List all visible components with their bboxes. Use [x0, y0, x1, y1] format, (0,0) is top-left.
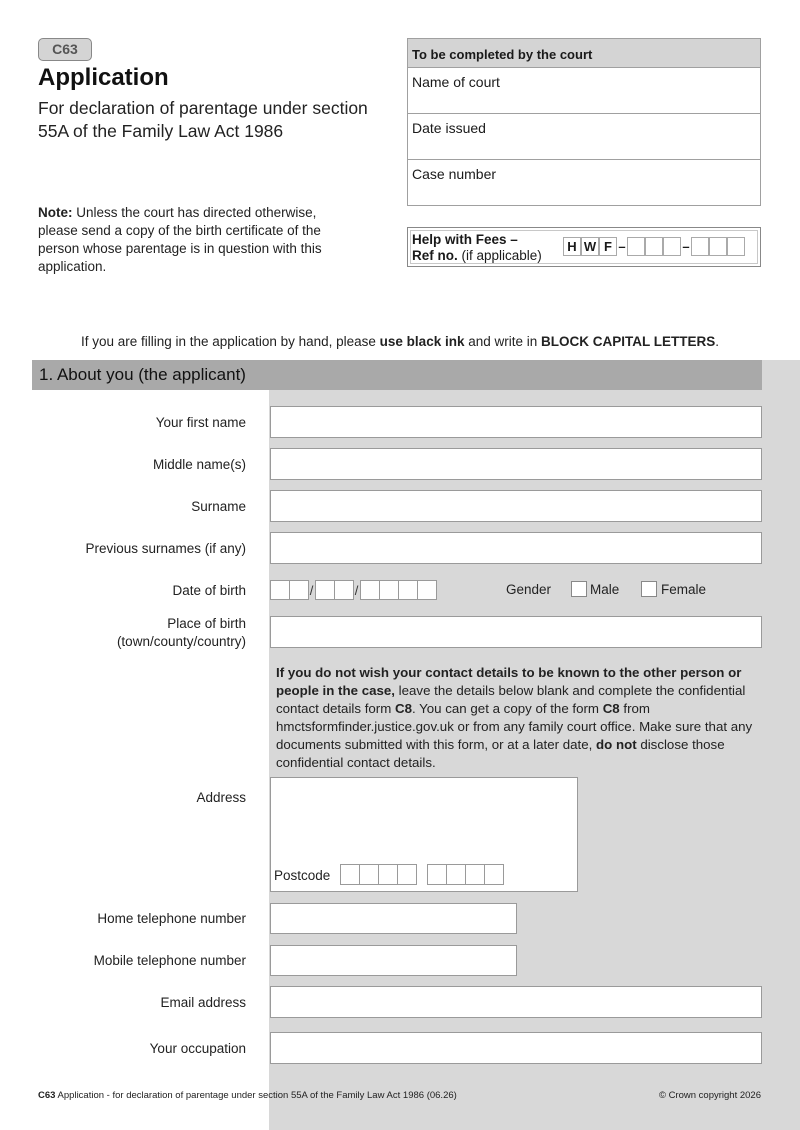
postcode-second-part[interactable] — [427, 864, 503, 885]
occupation-label: Your occupation — [149, 1041, 246, 1056]
dob-year-cell[interactable] — [398, 580, 418, 600]
court-use-box — [407, 38, 761, 206]
postcode-cell[interactable] — [484, 864, 504, 885]
surname-label: Surname — [191, 499, 246, 514]
dob-month-cell[interactable] — [315, 580, 335, 600]
postcode-cell[interactable] — [446, 864, 466, 885]
note-body: Unless the court has directed otherwise, please send a copy of the birth certificate of the person whose parentage is in question with this application. — [38, 205, 322, 274]
home-telephone-input[interactable] — [270, 903, 517, 934]
hwf-digit-cell[interactable] — [663, 237, 681, 256]
note-label: Note: — [38, 205, 73, 220]
hwf-digit-cell[interactable] — [727, 237, 745, 256]
footer-form-title: C63 Application - for declaration of parentage under section 55A of the Family Law Act 1986 (06.26) — [38, 1090, 457, 1101]
postcode-first-part[interactable] — [340, 864, 416, 885]
form-code-badge: C63 — [38, 38, 92, 61]
mobile-telephone-label: Mobile telephone number — [93, 953, 246, 968]
postcode-cell[interactable] — [397, 864, 417, 885]
page-subtitle: For declaration of parentage under section 55A of the Family Law Act 1986 — [38, 98, 368, 141]
section-1-heading: 1. About you (the applicant) — [32, 360, 762, 390]
dob-separator: / — [354, 582, 359, 598]
home-telephone-label: Home telephone number — [97, 911, 246, 926]
hwf-label: Help with Fees – — [412, 232, 518, 247]
ink-instruction: If you are filling in the application by hand, please use black ink and write in BLOCK CAPITAL LETTERS. — [80, 334, 720, 349]
dob-year-cell[interactable] — [379, 580, 399, 600]
dob-label: Date of birth — [172, 583, 246, 598]
first-name-label: Your first name — [155, 415, 246, 430]
dob-input[interactable] — [270, 580, 436, 600]
female-label: Female — [661, 582, 707, 597]
hwf-ref-label: Ref no. (if applicable) — [412, 248, 542, 263]
hwf-digit-cell[interactable] — [645, 237, 663, 256]
male-checkbox[interactable] — [571, 581, 587, 597]
female-checkbox[interactable] — [641, 581, 657, 597]
dob-month-cell[interactable] — [334, 580, 354, 600]
hwf-digit-cell[interactable] — [709, 237, 727, 256]
address-label: Address — [196, 790, 246, 805]
court-box-heading: To be completed by the court — [408, 39, 760, 68]
previous-surnames-input[interactable] — [270, 532, 762, 564]
case-number-field: Case number — [412, 166, 497, 182]
email-input[interactable] — [270, 986, 762, 1018]
postcode-cell[interactable] — [465, 864, 485, 885]
hwf-prefix-w: W — [581, 237, 599, 256]
hwf-digit-cell[interactable] — [627, 237, 645, 256]
date-issued-field: Date issued — [408, 114, 760, 160]
hwf-dash: – — [618, 239, 626, 254]
place-of-birth-label: Place of birth (town/county/country) — [116, 616, 246, 649]
hwf-dash: – — [682, 239, 690, 254]
page-title: Application — [38, 64, 169, 91]
confidential-notice: If you do not wish your contact details to be known to the other person or people in the case, leave the details below blank and complete the confidential contact details form C8. You can get a copy of the form C8 from hmctsformfinder.justice.gov.uk or from any family court office. Make sure that any documents submitted with this form, or at a later date, do not disclose those confidential contact details. — [276, 665, 753, 770]
dob-day-cell[interactable] — [270, 580, 290, 600]
footer-copyright: © Crown copyright 2026 — [658, 1090, 761, 1101]
occupation-input[interactable] — [270, 1032, 762, 1064]
first-name-input[interactable] — [270, 406, 762, 438]
hwf-ref-input[interactable] — [563, 237, 745, 256]
place-of-birth-input[interactable] — [270, 616, 762, 648]
hwf-prefix-f: F — [599, 237, 617, 256]
court-name-field: Name of court — [408, 68, 760, 114]
postcode-cell[interactable] — [359, 864, 379, 885]
postcode-cell[interactable] — [378, 864, 398, 885]
postcode-label: Postcode — [274, 868, 331, 883]
hwf-prefix-h: H — [563, 237, 581, 256]
dob-year-cell[interactable] — [360, 580, 380, 600]
male-label: Male — [590, 582, 620, 597]
previous-surnames-label: Previous surnames (if any) — [85, 541, 246, 556]
postcode-cell[interactable] — [427, 864, 447, 885]
surname-input[interactable] — [270, 490, 762, 522]
address-input[interactable] — [270, 777, 578, 892]
dob-year-cell[interactable] — [417, 580, 437, 600]
note-text — [38, 204, 338, 276]
email-label: Email address — [160, 995, 246, 1010]
middle-names-input[interactable] — [270, 448, 762, 480]
middle-names-label: Middle name(s) — [152, 457, 246, 472]
gender-label: Gender — [506, 582, 552, 597]
postcode-cell[interactable] — [340, 864, 360, 885]
hwf-digit-cell[interactable] — [691, 237, 709, 256]
dob-day-cell[interactable] — [289, 580, 309, 600]
dob-separator: / — [309, 582, 314, 598]
help-with-fees-box — [407, 227, 761, 267]
mobile-telephone-input[interactable] — [270, 945, 517, 976]
